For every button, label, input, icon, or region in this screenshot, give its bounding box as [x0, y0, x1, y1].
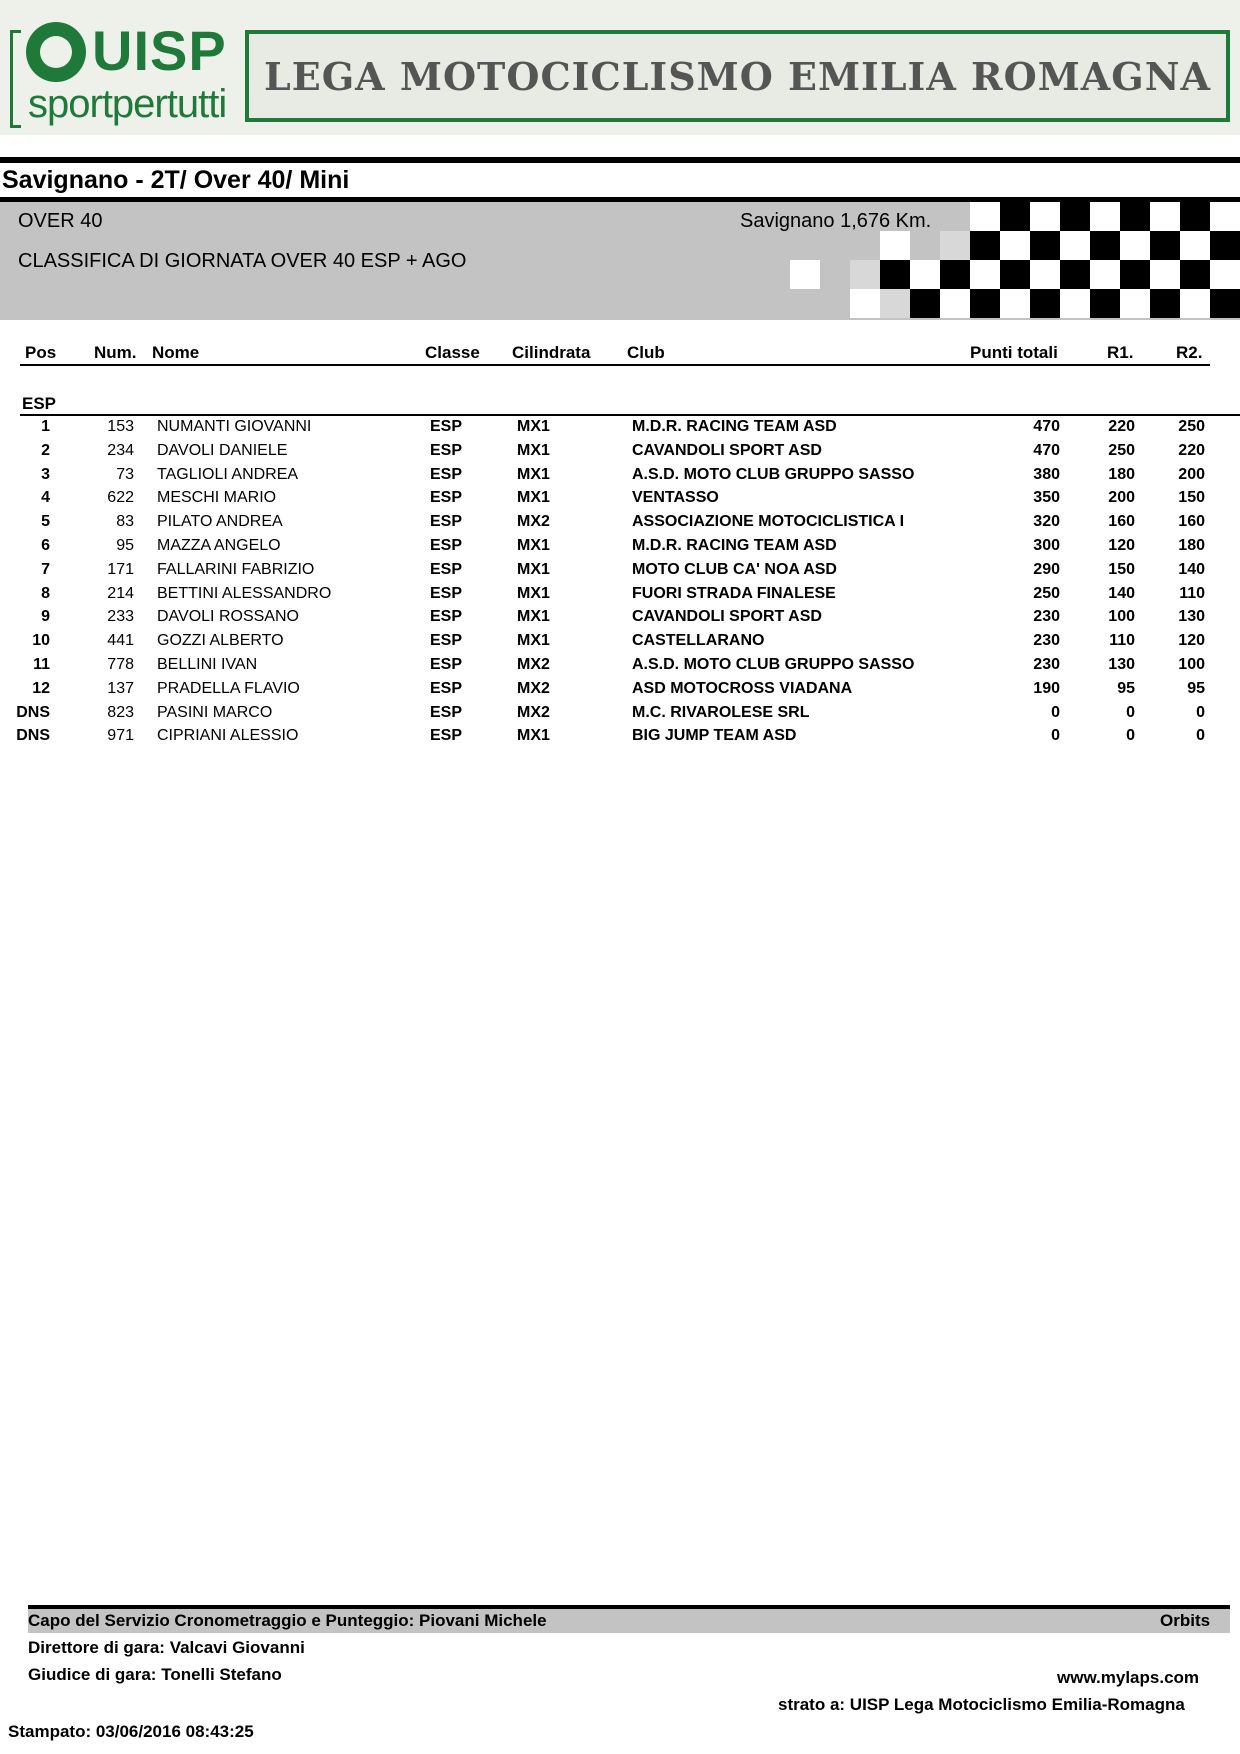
cell-r2: 110 [1179, 584, 1205, 602]
cell-club: FUORI STRADA FINALESE [632, 584, 836, 602]
col-club: Club [627, 343, 665, 362]
results-table-body [0, 416, 1240, 749]
logo-uisp-text: UISP [92, 19, 227, 82]
cell-classe: ESP [430, 441, 463, 459]
cell-pos: 3 [41, 465, 50, 483]
cell-pos: 11 [33, 655, 50, 673]
cell-name: TAGLIOLI ANDREA [157, 465, 299, 483]
cell-pt: 380 [1033, 465, 1060, 483]
cell-num: 171 [107, 560, 134, 578]
cell-pt: 350 [1033, 489, 1060, 507]
table-row [0, 606, 1240, 630]
cell-pt: 290 [1033, 560, 1060, 578]
cell-r2: 95 [1187, 679, 1205, 697]
race-judge: Giudice di gara: Tonelli Stefano [28, 1665, 282, 1684]
cell-num: 214 [107, 584, 134, 602]
cell-classe: ESP [430, 655, 463, 673]
header-banner [245, 30, 1230, 122]
col-r1: R1. [1107, 343, 1134, 362]
cell-r1: 0 [1126, 703, 1135, 721]
header-divider [0, 157, 1240, 163]
group-label: ESP [22, 394, 57, 413]
cell-pt: 0 [1051, 727, 1060, 745]
cell-pt: 470 [1033, 418, 1060, 435]
cell-r2: 180 [1178, 536, 1205, 554]
track-info: Savignano 1,676 Km. [740, 210, 932, 232]
cell-r2: 100 [1178, 655, 1205, 673]
cell-r1: 250 [1108, 441, 1135, 459]
cell-cil: MX2 [517, 703, 550, 721]
table-row [0, 511, 1240, 535]
cell-club: M.D.R. RACING TEAM ASD [632, 418, 837, 435]
cell-name: PRADELLA FLAVIO [157, 679, 300, 697]
website-link[interactable]: www.mylaps.com [1057, 1668, 1200, 1687]
cell-pos: 12 [32, 679, 50, 697]
table-row [0, 583, 1240, 607]
cell-pt: 190 [1033, 679, 1060, 697]
cell-pos: 4 [41, 489, 50, 507]
table-row [0, 630, 1240, 654]
logo-tagline: sportpertutti [28, 82, 227, 126]
cell-name: GOZZI ALBERTO [157, 632, 284, 650]
cell-name: MAZZA ANGELO [157, 536, 281, 554]
cell-pos: 1 [41, 418, 50, 435]
cell-name: BELLINI IVAN [157, 655, 258, 673]
cell-r2: 0 [1196, 727, 1205, 745]
cell-classe: ESP [430, 465, 463, 483]
cell-name: PASINI MARCO [157, 703, 273, 721]
cell-r1: 180 [1108, 465, 1135, 483]
cell-pos: 9 [41, 608, 50, 626]
cell-r1: 200 [1108, 489, 1135, 507]
cell-cil: MX1 [517, 489, 550, 507]
cell-num: 137 [107, 679, 134, 697]
banner-title: LEGA MOTOCICLISMO EMILIA ROMAGNA [264, 53, 1211, 99]
cell-num: 971 [107, 727, 134, 745]
table-header-divider [20, 364, 1210, 366]
cell-cil: MX1 [517, 441, 550, 459]
cell-club: CAVANDOLI SPORT ASD [632, 441, 822, 459]
col-r2: R2. [1176, 343, 1203, 362]
cell-pos: 2 [41, 441, 50, 459]
cell-num: 234 [107, 441, 134, 459]
cell-cil: MX1 [517, 560, 550, 578]
cell-r2: 140 [1178, 560, 1205, 578]
race-title: CLASSIFICA DI GIORNATA OVER 40 ESP + AGO [18, 250, 467, 272]
cell-name: MESCHI MARIO [157, 489, 277, 507]
cell-classe: ESP [430, 489, 463, 507]
cell-classe: ESP [430, 703, 463, 721]
table-row [0, 535, 1240, 559]
table-row [0, 702, 1240, 726]
cell-num: 83 [116, 513, 134, 531]
cell-num: 73 [116, 465, 134, 483]
col-classe: Classe [425, 343, 480, 362]
logo-bracket [10, 30, 21, 128]
col-name: Nome [152, 343, 200, 362]
timing-chief: Capo del Servizio Cronometraggio e Punteggio: Piovani Michele [28, 1611, 547, 1630]
cell-pos: 6 [41, 536, 50, 554]
cell-pt: 470 [1033, 441, 1060, 459]
cell-classe: ESP [430, 584, 463, 602]
cell-pt: 230 [1033, 655, 1060, 673]
cell-r1: 0 [1126, 727, 1135, 745]
cell-pt: 320 [1033, 513, 1060, 531]
cell-cil: MX1 [517, 727, 550, 745]
table-row [0, 654, 1240, 678]
table-row [0, 678, 1240, 702]
cell-r2: 250 [1178, 418, 1205, 435]
cell-classe: ESP [430, 632, 463, 650]
cell-club: M.C. RIVAROLESE SRL [632, 703, 810, 721]
cell-club: CASTELLARANO [632, 632, 765, 650]
cell-r1: 140 [1108, 584, 1135, 602]
cell-classe: ESP [430, 513, 463, 531]
cell-pos: 8 [41, 584, 50, 602]
cell-r2: 130 [1178, 608, 1205, 626]
cell-classe: ESP [430, 679, 463, 697]
race-category: OVER 40 [18, 210, 103, 232]
cell-club: A.S.D. MOTO CLUB GRUPPO SASSO [632, 465, 915, 483]
event-title: Savignano - 2T/ Over 40/ Mini [2, 166, 350, 194]
cell-classe: ESP [430, 536, 463, 554]
col-num: Num. [94, 343, 137, 362]
race-director: Direttore di gara: Valcavi Giovanni [28, 1638, 305, 1657]
cell-name: NUMANTI GIOVANNI [157, 418, 312, 435]
cell-r2: 200 [1178, 465, 1205, 483]
cell-name: DAVOLI ROSSANO [157, 608, 299, 626]
cell-club: BIG JUMP TEAM ASD [632, 727, 797, 745]
cell-pt: 250 [1033, 584, 1060, 602]
cell-club: ASSOCIAZIONE MOTOCICLISTICA I [632, 513, 905, 531]
cell-classe: ESP [430, 727, 463, 745]
table-row [0, 487, 1240, 511]
cell-pos: 5 [41, 513, 50, 531]
cell-cil: MX1 [517, 418, 550, 435]
registered-to: strato a: UISP Lega Motociclismo Emilia-Romagna [778, 1695, 1185, 1714]
cell-r2: 150 [1178, 489, 1205, 507]
cell-club: A.S.D. MOTO CLUB GRUPPO SASSO [632, 655, 915, 673]
cell-pos: 10 [32, 632, 50, 650]
cell-r2: 220 [1178, 441, 1205, 459]
cell-club: M.D.R. RACING TEAM ASD [632, 536, 837, 554]
cell-cil: MX2 [517, 513, 550, 531]
cell-r1: 120 [1108, 536, 1135, 554]
cell-r2: 120 [1178, 632, 1205, 650]
cell-r2: 160 [1178, 513, 1205, 531]
cell-cil: MX1 [517, 465, 550, 483]
table-row [0, 464, 1240, 488]
timing-system: Orbits [1160, 1611, 1211, 1630]
cell-pt: 230 [1033, 608, 1060, 626]
cell-club: VENTASSO [632, 489, 719, 507]
table-row [0, 416, 1240, 440]
cell-classe: ESP [430, 608, 463, 626]
col-pos: Pos [25, 343, 57, 362]
cell-club: CAVANDOLI SPORT ASD [632, 608, 822, 626]
cell-cil: MX1 [517, 632, 550, 650]
cell-num: 823 [107, 703, 134, 721]
print-timestamp: Stampato: 03/06/2016 08:43:25 [8, 1722, 254, 1741]
col-punti: Punti totali [970, 343, 1058, 362]
cell-pt: 300 [1033, 536, 1060, 554]
cell-num: 441 [107, 632, 134, 650]
cell-r1: 220 [1108, 418, 1135, 435]
cell-classe: ESP [430, 418, 463, 435]
cell-name: CIPRIANI ALESSIO [157, 727, 299, 745]
cell-cil: MX1 [517, 584, 550, 602]
cell-cil: MX1 [517, 536, 550, 554]
cell-num: 778 [107, 655, 134, 673]
cell-name: FALLARINI FABRIZIO [157, 560, 315, 578]
cell-num: 153 [107, 418, 134, 435]
cell-name: DAVOLI DANIELE [157, 441, 288, 459]
table-row [0, 559, 1240, 583]
cell-pt: 0 [1051, 703, 1060, 721]
cell-r2: 0 [1196, 703, 1205, 721]
cell-r1: 110 [1109, 632, 1135, 650]
cell-r1: 95 [1117, 679, 1135, 697]
cell-num: 233 [107, 608, 134, 626]
cell-pos: DNS [16, 727, 50, 745]
cell-r1: 150 [1108, 560, 1135, 578]
cell-num: 622 [107, 489, 134, 507]
table-header [0, 343, 1240, 365]
cell-num: 95 [116, 536, 134, 554]
cell-pos: 7 [41, 560, 50, 578]
cell-r1: 100 [1108, 608, 1135, 626]
cell-r1: 130 [1108, 655, 1135, 673]
cell-name: PILATO ANDREA [157, 513, 283, 531]
col-cilindrata: Cilindrata [512, 343, 591, 362]
cell-r1: 160 [1108, 513, 1135, 531]
cell-cil: MX2 [517, 655, 550, 673]
table-row [0, 725, 1240, 749]
cell-club: ASD MOTOCROSS VIADANA [632, 679, 853, 697]
cell-cil: MX1 [517, 608, 550, 626]
cell-pos: DNS [16, 703, 50, 721]
cell-classe: ESP [430, 560, 463, 578]
cell-club: MOTO CLUB CA' NOA ASD [632, 560, 837, 578]
cell-pt: 230 [1033, 632, 1060, 650]
cell-name: BETTINI ALESSANDRO [157, 584, 332, 602]
table-row [0, 440, 1240, 464]
cell-cil: MX2 [517, 679, 550, 697]
uisp-logo-icon [26, 22, 86, 82]
